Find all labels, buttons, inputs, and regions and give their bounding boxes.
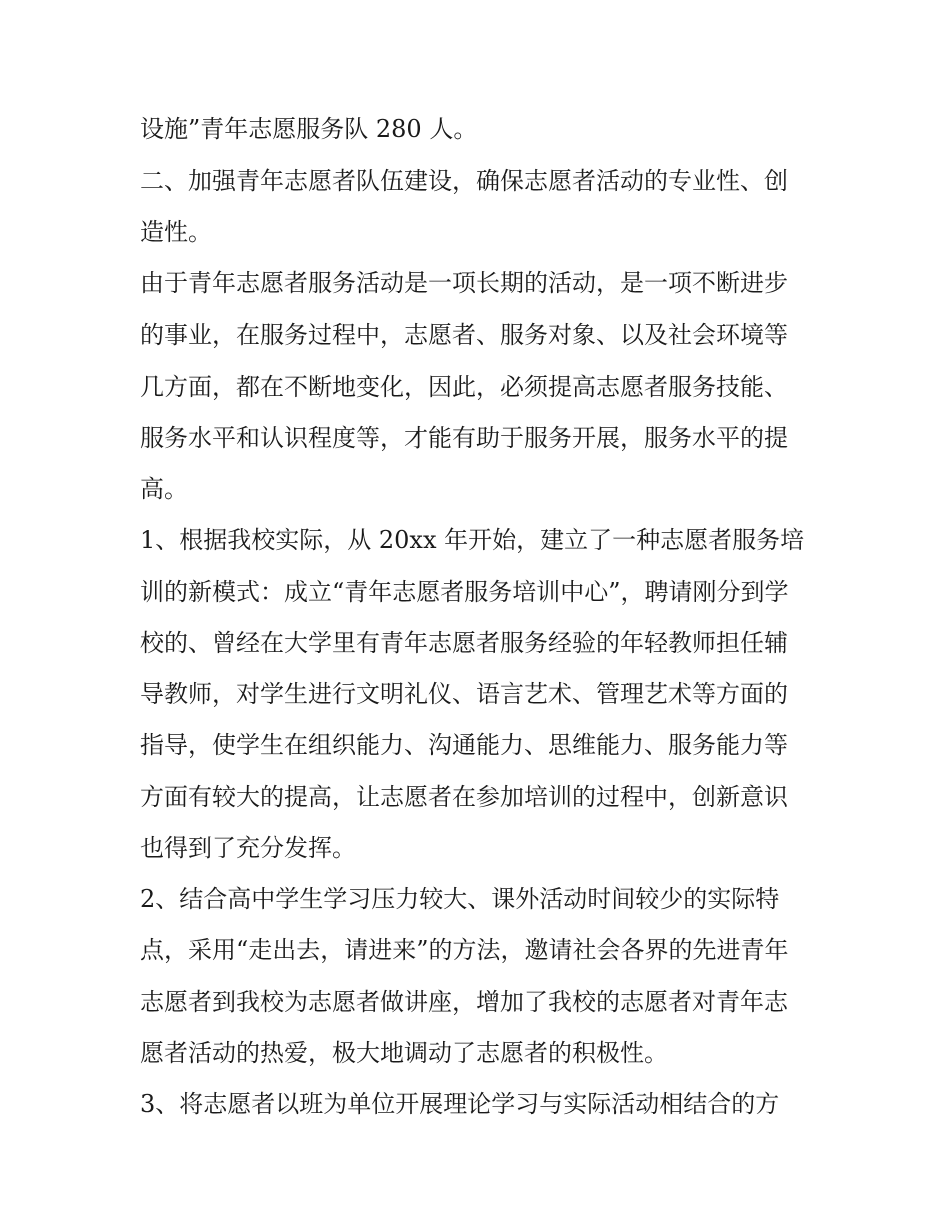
text-line: 设施”青年志愿服务队 280 人。 [140, 115, 478, 143]
text-line: 3、将志愿者以班为单位开展理论学习与实际活动相结合的方 [140, 1090, 780, 1118]
text-line: 志愿者到我校为志愿者做讲座，增加了我校的志愿者对青年志 [140, 988, 788, 1016]
text-line: 由于青年志愿者服务活动是一项长期的活动，是一项不断进步 [140, 269, 788, 297]
text-line: 校的、曾经在大学里有青年志愿者服务经验的年轻教师担任辅 [140, 629, 788, 657]
text-line: 的事业，在服务过程中，志愿者、服务对象、以及社会环境等 [140, 321, 788, 349]
text-line: 1、根据我校实际，从 20xx 年开始，建立了一种志愿者服务培 [140, 526, 805, 554]
text-line: 指导，使学生在组织能力、沟通能力、思维能力、服务能力等 [140, 731, 788, 759]
text-line: 造性。 [140, 218, 212, 246]
text-line: 导教师，对学生进行文明礼仪、语言艺术、管理艺术等方面的 [140, 680, 788, 708]
section-heading: 二、加强青年志愿者队伍建设，确保志愿者活动的专业性、创 [140, 167, 788, 195]
text-line: 愿者活动的热爱，极大地调动了志愿者的积极性。 [140, 1039, 668, 1067]
text-line: 几方面，都在不断地变化，因此，必须提高志愿者服务技能、 [140, 373, 788, 401]
text-line: 2、结合高中学生学习压力较大、课外活动时间较少的实际特 [140, 885, 780, 913]
text-line: 高。 [140, 475, 188, 503]
text-line: 训的新模式：成立“青年志愿者服务培训中心”，聘请刚分到学 [140, 578, 789, 606]
text-line: 也得到了充分发挥。 [140, 834, 356, 862]
text-line: 点，采用“走出去，请进来”的方法，邀请社会各界的先进青年 [140, 936, 789, 964]
text-line: 方面有较大的提高，让志愿者在参加培训的过程中，创新意识 [140, 783, 788, 811]
text-line: 服务水平和认识程度等，才能有助于服务开展，服务水平的提 [140, 424, 788, 452]
